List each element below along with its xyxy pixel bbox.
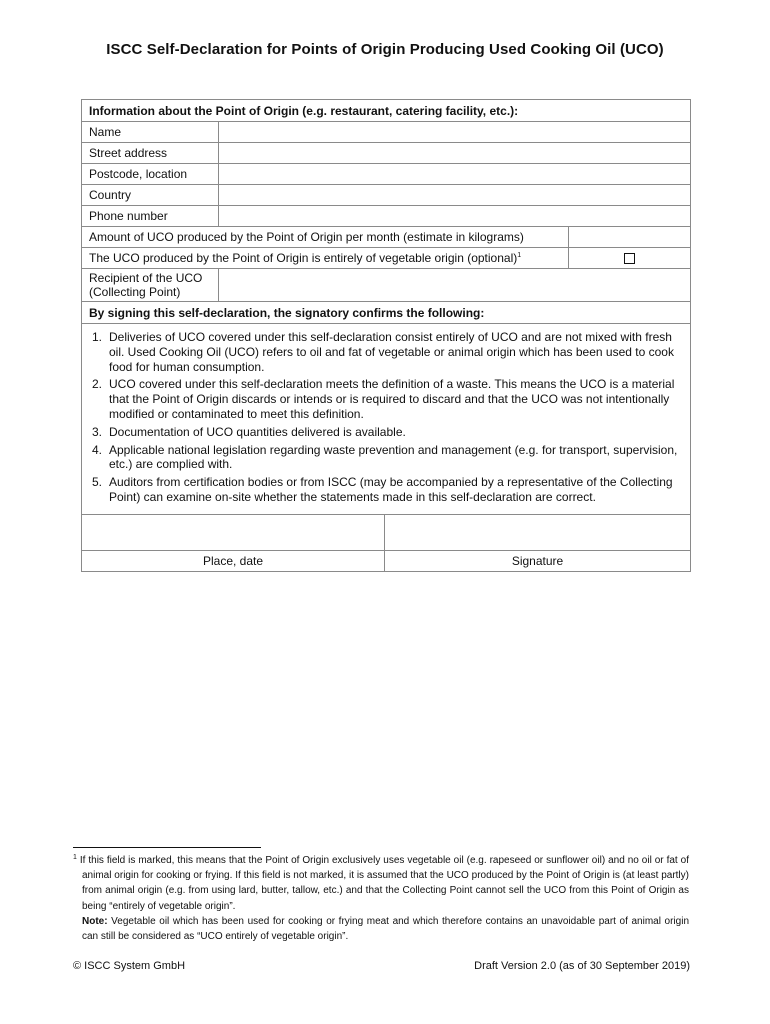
origin-section-header — [82, 100, 691, 122]
footnote-text: If this field is marked, this means that the Point of Origin exclusively uses vegetable oil (e.g. rapeseed or sunflower oil) and no oil or fat of animal origin for cooking or frying. If this field is not marked, it is assumed that the UCO produced by the Point of Origin is (at least partly) from animal origin (e.g. from using lard, butter, tallow, etc.) and that the Collecting Point cannot sell the UCO from this Point of Origin as being “entirely of vegetable origin”. — [79, 855, 689, 912]
recipient-label-line2: (Collecting Point) — [89, 285, 181, 299]
postcode-label: Postcode, location — [82, 164, 219, 185]
form-row-vegetable-origin — [82, 248, 691, 269]
origin-section-heading: Information about the Point of Origin (e.g. restaurant, catering facility, etc.): — [82, 100, 691, 122]
place-date-field[interactable] — [82, 514, 385, 550]
postcode-field[interactable] — [219, 164, 691, 185]
footnote-reference: 1 — [517, 252, 522, 259]
list-item — [89, 425, 683, 440]
list-item — [89, 475, 683, 505]
vegetable-origin-label — [82, 248, 569, 269]
confirmation-section-header — [82, 302, 691, 324]
footnote-divider — [73, 847, 261, 848]
signature-space-row — [82, 514, 691, 550]
list-item-number: 1. — [92, 330, 103, 344]
footnote-paragraph — [73, 853, 689, 914]
vegetable-origin-cell — [569, 248, 691, 269]
name-label: Name — [82, 122, 219, 143]
footnote-marker: 1 — [73, 854, 77, 861]
footnote-note-label: Note: — [82, 915, 108, 927]
form-row-name — [82, 122, 691, 143]
phone-label: Phone number — [82, 206, 219, 227]
amount-field[interactable] — [569, 227, 691, 248]
footer-version: Draft Version 2.0 (as of 30 September 2019) — [474, 960, 690, 972]
signature-label: Signature — [385, 550, 691, 571]
form-row-phone — [82, 206, 691, 227]
recipient-label-line1: Recipient of the UCO — [89, 271, 203, 285]
footnote-note — [73, 914, 689, 944]
confirmation-list — [89, 330, 683, 505]
list-item-text: UCO covered under this self-declaration meets the definition of a waste. This means the UCO is a material that the Point of Origin discards or intends or is required to discard and that the UCO was not intentionally modified or contaminated to meet this definition. — [109, 377, 675, 421]
confirmation-heading: By signing this self-declaration, the signatory confirms the following: — [82, 302, 691, 324]
signature-label-row — [82, 550, 691, 571]
confirmation-cell — [82, 324, 691, 515]
recipient-label — [82, 269, 219, 302]
confirmation-row — [82, 324, 691, 515]
form-row-street-address — [82, 143, 691, 164]
form-row-amount — [82, 227, 691, 248]
self-declaration-form — [81, 99, 691, 572]
place-date-label: Place, date — [82, 550, 385, 571]
list-item — [89, 330, 683, 374]
amount-label: Amount of UCO produced by the Point of Origin per month (estimate in kilograms) — [82, 227, 569, 248]
phone-field[interactable] — [219, 206, 691, 227]
list-item — [89, 377, 683, 421]
list-item-text: Documentation of UCO quantities delivered is available. — [109, 424, 406, 439]
list-item-text: Auditors from certification bodies or from ISCC (may be accompanied by a representative of the Collecting Point) can examine on-site whether the statements made in this self-declaration are correct. — [109, 475, 673, 504]
list-item-number: 5. — [92, 475, 103, 490]
list-item-text: Deliveries of UCO covered under this self-declaration consist entirely of UCO and are not mixed with fresh oil. Used Cooking Oil (UCO) refers to oil and fat of vegetable or animal origin which has been used to cook food for human consumption. — [109, 330, 674, 374]
list-item-number: 3. — [92, 424, 103, 439]
country-label: Country — [82, 185, 219, 206]
street-address-label: Street address — [82, 143, 219, 164]
country-field[interactable] — [219, 185, 691, 206]
footer-copyright: © ISCC System GmbH — [73, 960, 186, 972]
vegetable-origin-text: The UCO produced by the Point of Origin is entirely of vegetable origin (optional) — [89, 251, 518, 265]
street-address-field[interactable] — [219, 143, 691, 164]
list-item-number: 4. — [92, 442, 103, 457]
form-row-recipient — [82, 269, 691, 302]
list-item — [89, 443, 683, 473]
footnote-note-text: Vegetable oil which has been used for cooking or frying meat and which therefore contains an unavoidable part of animal origin can still be considered as “UCO entirely of vegetable origin”. — [82, 915, 690, 943]
page-title: ISCC Self-Declaration for Points of Origin Producing Used Cooking Oil (UCO) — [106, 41, 664, 58]
signature-field[interactable] — [385, 514, 691, 550]
name-field[interactable] — [219, 122, 691, 143]
list-item-text: Applicable national legislation regarding waste prevention and management (e.g. for transport, supervision, etc.) are complied with. — [109, 442, 678, 472]
form-row-country — [82, 185, 691, 206]
footnote — [73, 853, 689, 944]
form-row-postcode — [82, 164, 691, 185]
recipient-field[interactable] — [219, 269, 691, 302]
vegetable-origin-checkbox[interactable] — [624, 253, 635, 264]
list-item-number: 2. — [92, 377, 103, 392]
